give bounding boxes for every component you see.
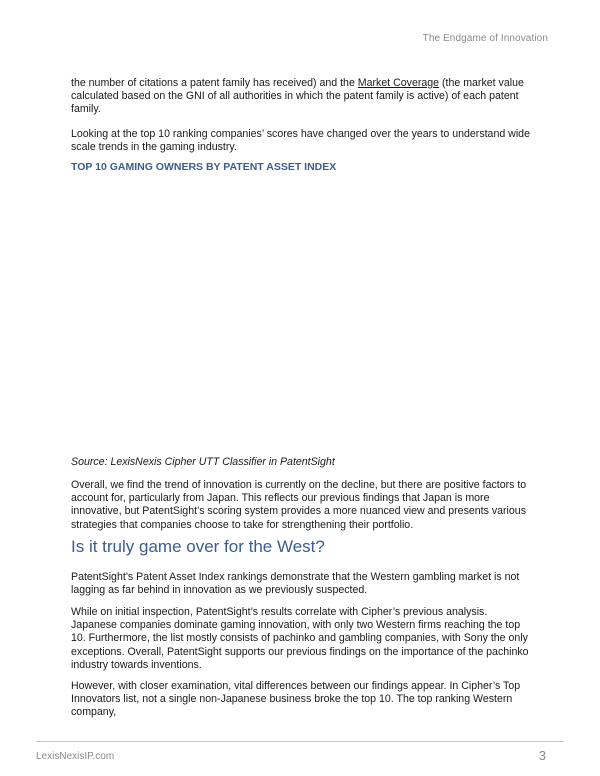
footer-divider [36,741,564,742]
figure-title: TOP 10 GAMING OWNERS BY PATENT ASSET INDEX [71,161,337,173]
page-number: 3 [538,748,546,763]
lookup-paragraph: Looking at the top 10 ranking companies’ scores have changed over the years to understand wide scale trends in the gaming industry. [71,128,530,154]
section-paragraph-2: While on initial inspection, PatentSight’s results correlate with Cipher’s previous analysis. Japanese companies dominate gaming innovation, with only two Western firms reaching the top 10. Furthermore, the list mostly consists of pachinko and gambling companies, with Sony the only exceptions. Overall, PatentSight supports our previous findings on the importance of the pachinko industry towards inventions. [71,606,529,671]
figure-source: Source: LexisNexis Cipher UTT Classifier in PatentSight [71,456,335,468]
overall-paragraph: Overall, we find the trend of innovation is currently on the decline, but there are positive factors to account for, particularly from Japan. This reflects our previous findings that Japan is more innovative, but PatentSight’s scoring system provides a more nuanced view and presents various strategies that companies choose to take for strengthening their portfolio. [71,479,527,531]
market-coverage-link[interactable]: Market Coverage [357,77,440,89]
figure-placeholder [71,180,531,450]
section-paragraph-3: However, with closer examination, vital differences between our findings appear. In Cipher’s Top Innovators list, not a single non-Japanese business broke the top 10. The top ranking Western company, [71,680,521,719]
section-paragraph-1: PatentSight’s Patent Asset Index rankings demonstrate that the Western gambling market is not lagging as far behind in innovation as we previously suspected. [71,571,520,597]
section-heading: Is it truly game over for the West? [71,537,325,556]
running-header: The Endgame of Innovation [422,33,548,44]
footer-site-link[interactable]: LexisNexisIP.com [36,751,115,762]
intro-text-start: the number of citations a patent family has received) and the [71,77,358,89]
intro-text-end: (the market value calculated based on the GNI of all authorities in which the patent family is active) of each patent family. [71,77,524,116]
intro-paragraph [71,77,533,117]
